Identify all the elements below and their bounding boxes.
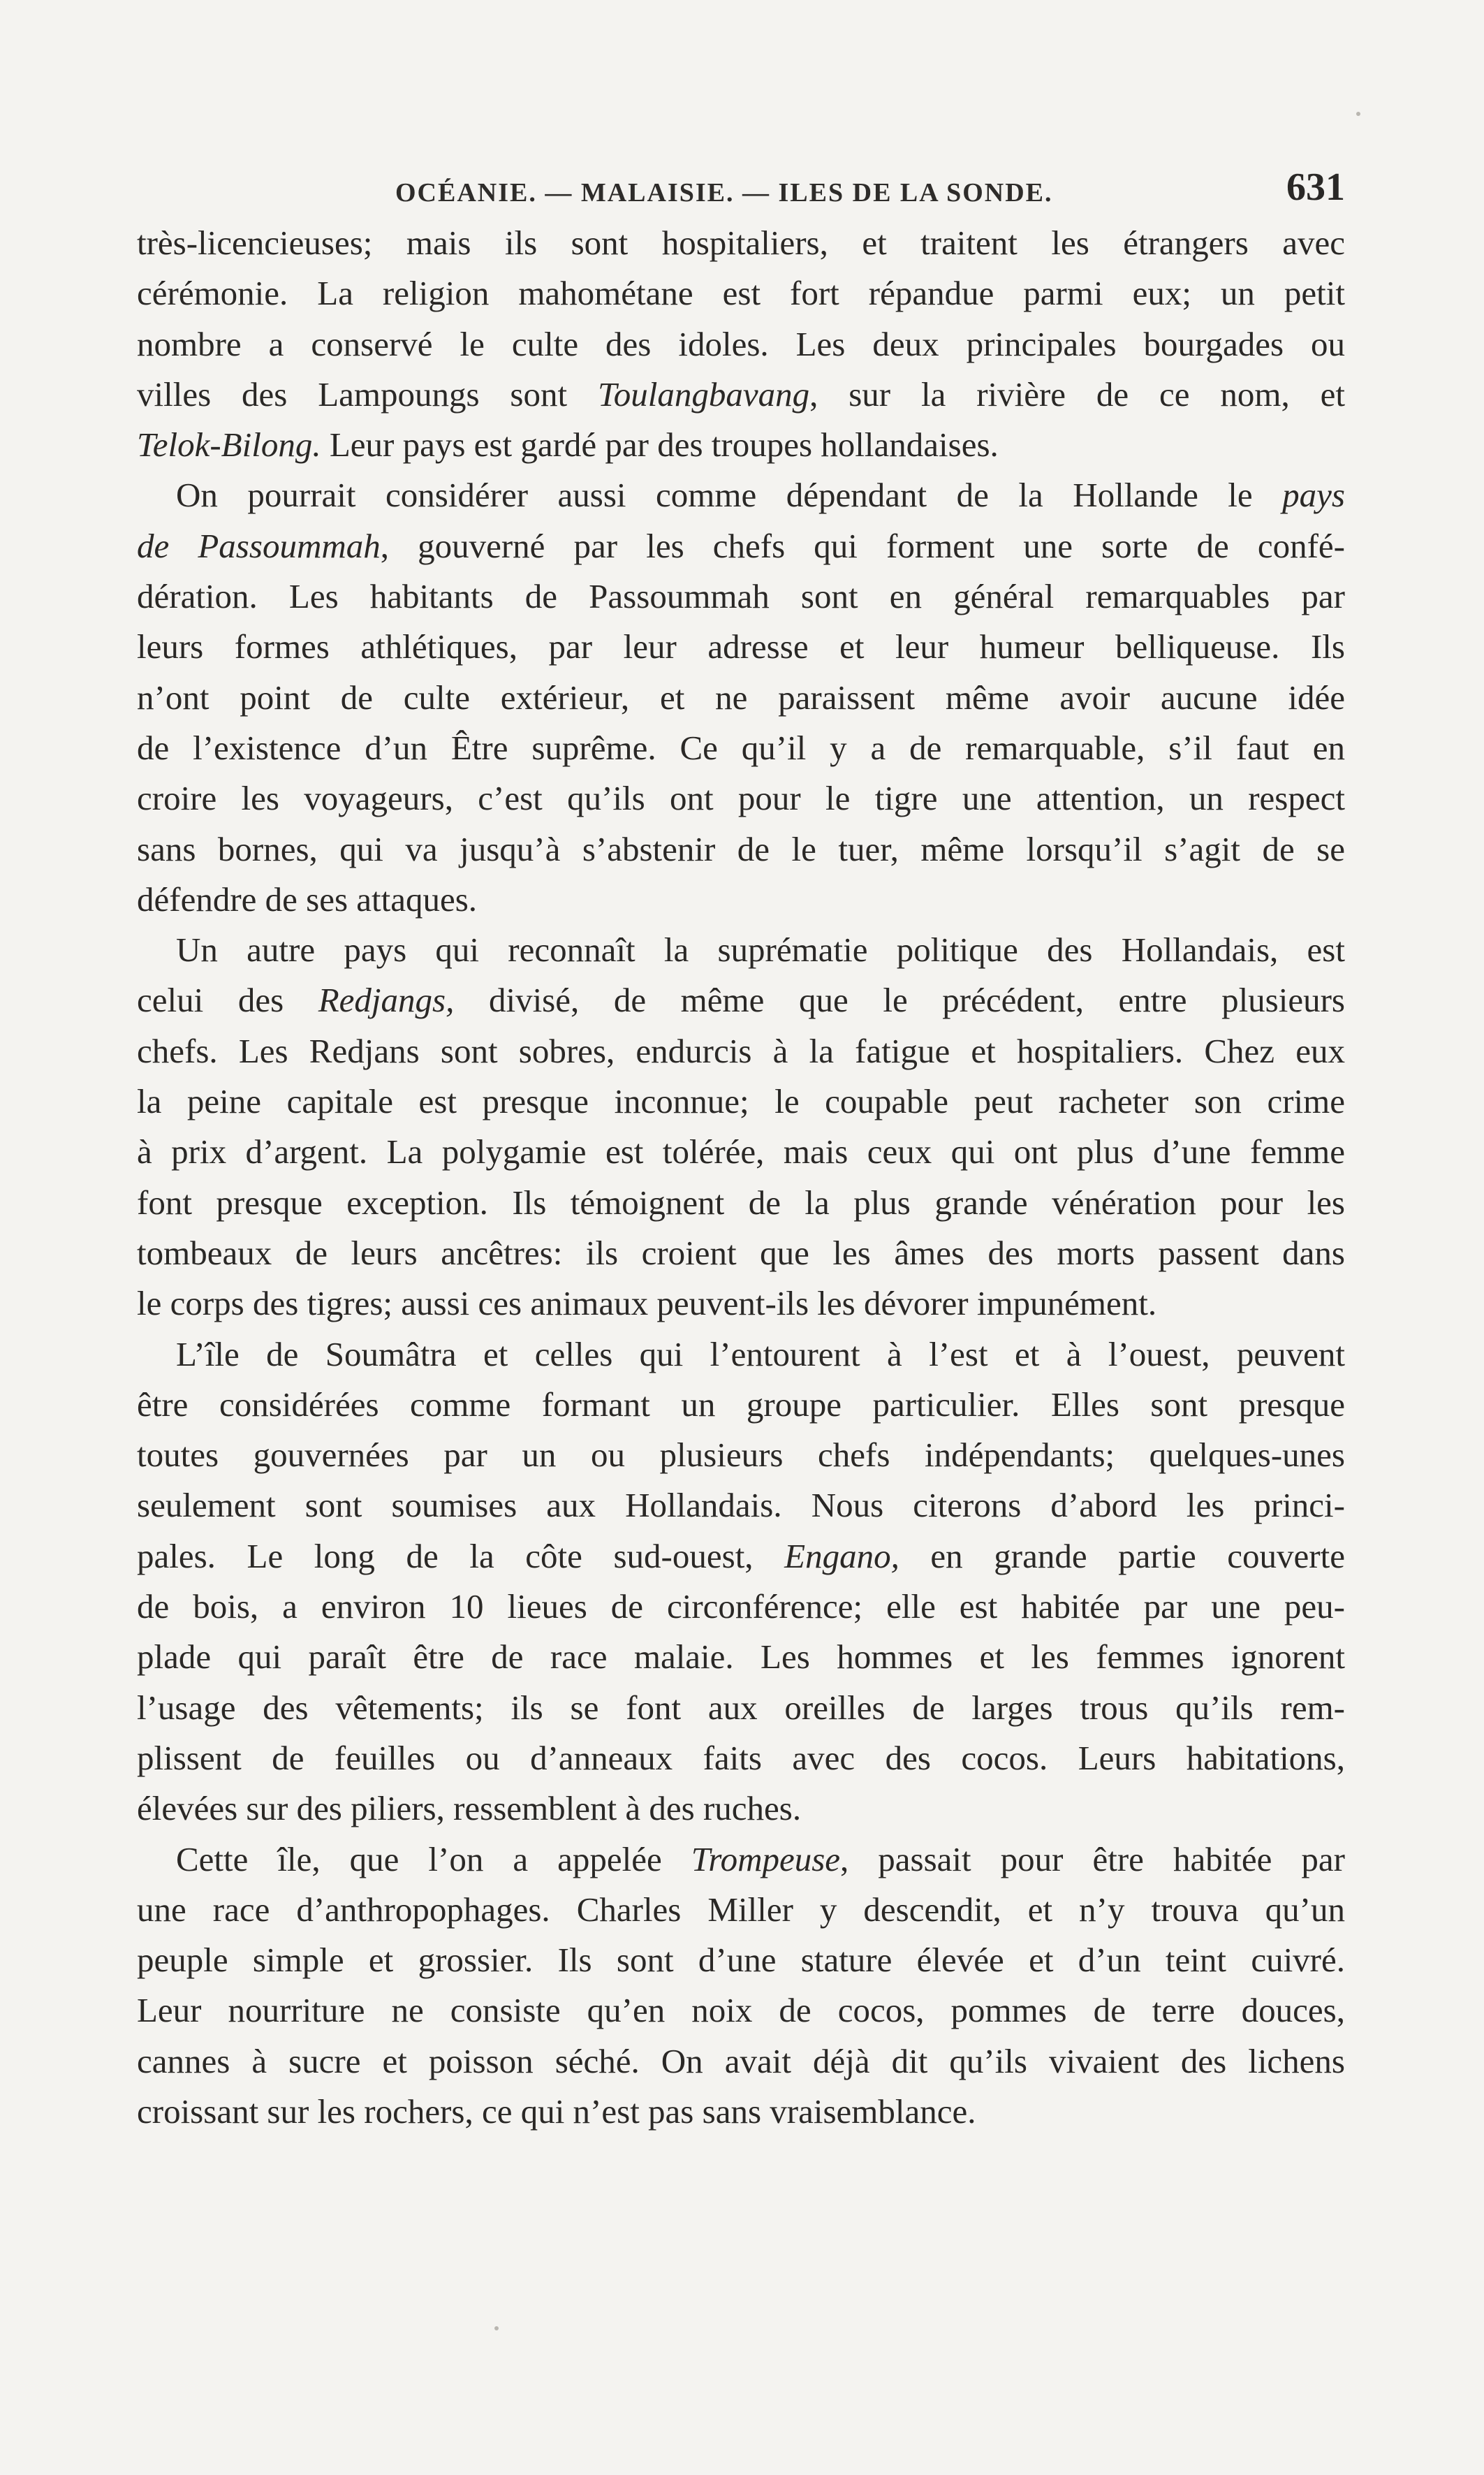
body-text [137, 218, 1345, 2137]
text-line: chefs. Les Redjans sont sobres, endurcis à la fatigue et hospitaliers. Chez eux [137, 1031, 1345, 1070]
text-line: croissant sur les rochers, ce qui n’est pas sans vraisemblance. [137, 2091, 976, 2131]
text-line: cérémonie. La religion mahométane est fort répandue parmi eux; un petit [137, 274, 1345, 313]
text-line: L’île de Soumâtra et celles qui l’entourent à l’est et à l’ouest, peuvent [176, 1334, 1345, 1373]
text-line: défendre de ses attaques. [137, 879, 478, 919]
text-line: Telok-Bilong. Leur pays est gardé par des troupes hollandaises. [137, 425, 999, 465]
paper-speck [1356, 112, 1360, 116]
text-line: de bois, a environ 10 lieues de circonférence; elle est habitée par une peu- [137, 1587, 1345, 1626]
italic-term: pays [1282, 476, 1345, 515]
text-line: Un autre pays qui reconnaît la suprématie politique des Hollandais, est [176, 930, 1345, 970]
text-line: n’ont point de culte extérieur, et ne paraissent même avoir aucune idée [137, 678, 1345, 717]
text-line: le corps des tigres; aussi ces animaux peuvent-ils les dévorer impunément. [137, 1284, 1157, 1323]
text-line: celui des Redjangs, divisé, de même que le précédent, entre plusieurs [137, 981, 1345, 1020]
text-line: de l’existence d’un Être suprême. Ce qu’il y a de remarquable, s’il faut en [137, 728, 1345, 767]
text-line: cannes à sucre et poisson séché. On avait déjà dit qu’ils vivaient des lichens [137, 2041, 1345, 2080]
text-line: très-licencieuses; mais ils sont hospitaliers, et traitent les étrangers avec [137, 224, 1345, 262]
text-line: sans bornes, qui va jusqu’à s’abstenir de le tuer, même lorsqu’il s’agit de se [137, 829, 1345, 868]
text-line: tombeaux de leurs ancêtres: ils croient que les âmes des morts passent dans [137, 1233, 1345, 1272]
text-line: de Passoummah, gouverné par les chefs qui forment une sorte de confé- [137, 526, 1345, 565]
text-line: la peine capitale est presque inconnue; le coupable peut racheter son crime [137, 1082, 1345, 1121]
text-line: seulement sont soumises aux Hollandais. Nous citerons d’abord les princi- [137, 1486, 1345, 1525]
text-line: toutes gouvernées par un ou plusieurs chefs indépendants; quelques-unes [137, 1436, 1345, 1475]
text-line: nombre a conservé le culte des idoles. Les deux principales bourgades ou [137, 324, 1345, 363]
italic-people-name: Redjangs, [318, 981, 455, 1020]
text-line: font presque exception. Ils témoignent de la plus grande vénération pour les [137, 1183, 1345, 1222]
running-title: OCÉANIE. — MALAISIE. — ILES DE LA SONDE. [395, 178, 1053, 207]
text-line: leurs formes athlétiques, par leur adresse et leur humeur belliqueuse. Ils [137, 627, 1345, 666]
text-line: à prix d’argent. La polygamie est tolérée, mais ceux qui ont plus d’une femme [137, 1132, 1345, 1171]
italic-place-name: Trompeuse [691, 1839, 841, 1878]
page-number: 631 [1286, 166, 1345, 209]
running-header [137, 162, 1345, 218]
paper-speck [494, 2326, 499, 2330]
text-line: pales. Le long de la côte sud-ouest, Engano, en grande partie couverte [137, 1536, 1345, 1575]
text-line: On pourrait considérer aussi comme dépendant de la Hollande le pays [176, 476, 1345, 515]
text-line: être considérées comme formant un groupe particulier. Elles sont presque [137, 1385, 1345, 1424]
text-line: élevées sur des piliers, ressemblent à des ruches. [137, 1789, 802, 1828]
text-line: une race d’anthropophages. Charles Miller y descendit, et n’y trouva qu’un [137, 1890, 1345, 1929]
text-line: croire les voyageurs, c’est qu’ils ont pour le tigre une attention, un respect [137, 779, 1345, 818]
text-line: dération. Les habitants de Passoummah sont en général remarquables par [137, 577, 1345, 616]
text-line: plade qui paraît être de race malaie. Les hommes et les femmes ignorent [137, 1637, 1345, 1677]
text-line: Leur nourriture ne consiste qu’en noix de cocos, pommes de terre douces, [137, 1991, 1345, 2030]
text-line: peuple simple et grossier. Ils sont d’une stature élevée et d’un teint cuivré. [137, 1941, 1345, 1980]
text-line: plissent de feuilles ou d’anneaux faits avec des cocos. Leurs habitations, [137, 1738, 1345, 1777]
text-line: villes des Lampoungs sont Toulangbavang, sur la rivière de ce nom, et [137, 374, 1345, 414]
italic-place-name: Engano, [784, 1536, 899, 1575]
italic-place-name: de Passoummah [137, 526, 381, 565]
italic-place-name: Toulangbavang [597, 374, 810, 414]
text-line: Cette île, que l’on a appelée Trompeuse, passait pour être habitée par [176, 1839, 1345, 1878]
text-line: l’usage des vêtements; ils se font aux oreilles de larges trous qu’ils rem- [137, 1688, 1345, 1727]
italic-place-name: Telok-Bilong. [137, 425, 321, 465]
